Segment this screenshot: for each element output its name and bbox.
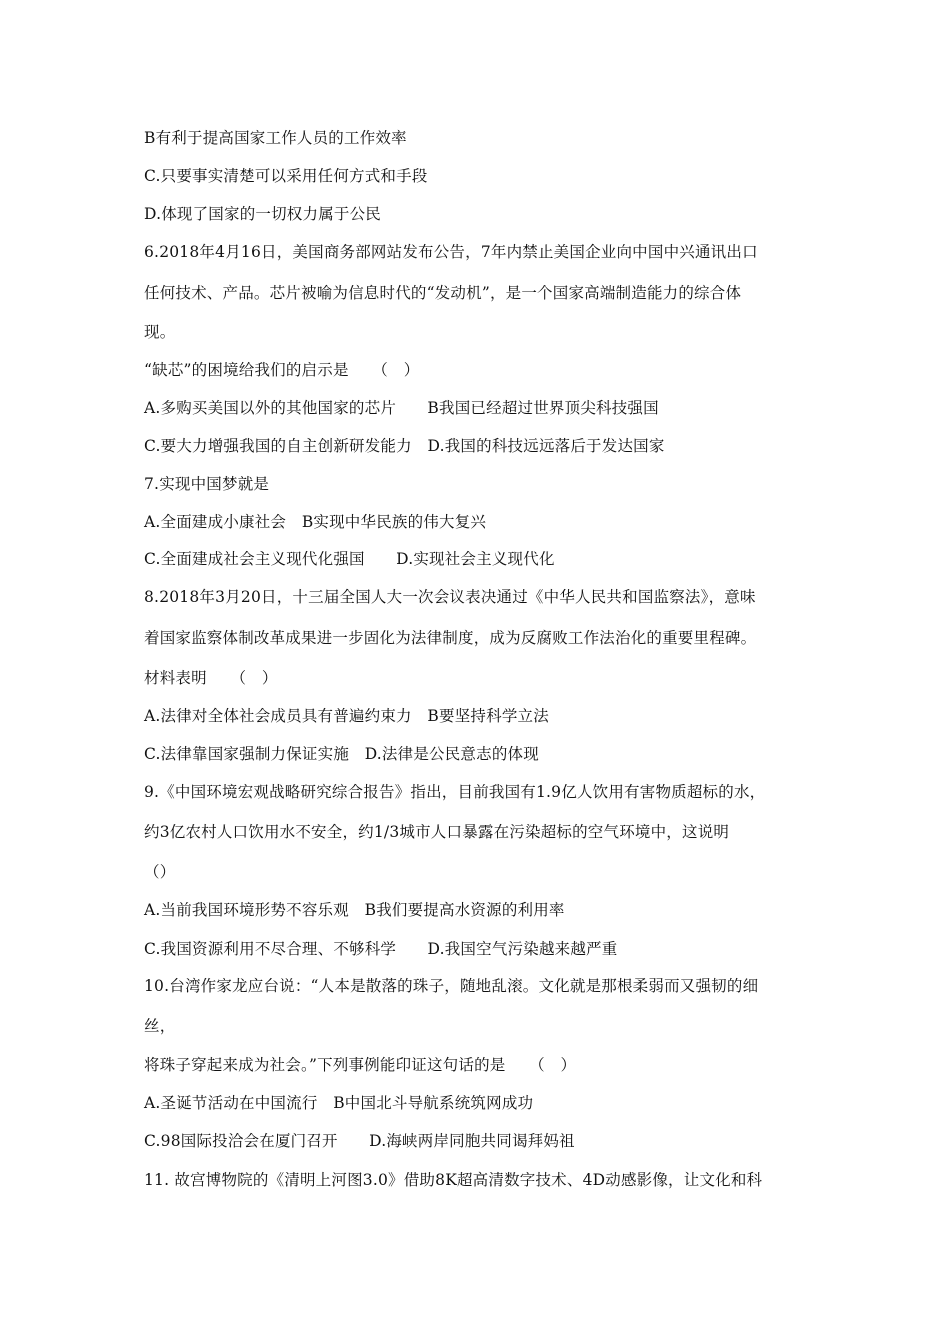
question-8-line-1: 8.2018年3月20日，十三届全国人大一次会议表决通过《中华人民共和国监察法》，意味 bbox=[144, 588, 756, 606]
option-c-line: C.只要事实清楚可以采用任何方式和手段 bbox=[144, 167, 428, 185]
question-9-line-2: 约3亿农村人口饮用水不安全，约1/3城市人口暴露在污染超标的空气环境中，这说明 bbox=[144, 823, 730, 841]
question-6-prompt: “缺芯”的困境给我们的启示是 （ ） bbox=[144, 361, 420, 379]
question-10-options-ab: A.圣诞节活动在中国流行 B中国北斗导航系统筑网成功 bbox=[144, 1094, 534, 1112]
question-10-options-cd: C.98国际投洽会在厦门召开 D.海峡两岸同胞共同谒拜妈祖 bbox=[144, 1132, 575, 1150]
question-11-line-1: 11. 故宫博物院的《清明上河图3.0》借助8K超高清数字技术、4D动感影像，让文化和科 bbox=[144, 1171, 763, 1189]
question-9-options-cd: C.我国资源利用不尽合理、不够科学 D.我国空气污染越来越严重 bbox=[144, 940, 618, 958]
question-8-options-ab: A.法律对全体社会成员具有普遍约束力 B要坚持科学立法 bbox=[144, 707, 549, 725]
question-6-options-ab: A.多购买美国以外的其他国家的芯片 B我国已经超过世界顶尖科技强国 bbox=[144, 399, 659, 417]
question-9-options-ab: A.当前我国环境形势不容乐观 B我们要提高水资源的利用率 bbox=[144, 901, 565, 919]
question-8-line-2: 着国家监察体制改革成果进一步固化为法律制度，成为反腐败工作法治化的重要里程碑。 bbox=[144, 629, 757, 647]
question-10-line-1: 10.台湾作家龙应台说：“人本是散落的珠子，随地乱滚。文化就是那根柔弱而又强韧的细 bbox=[144, 977, 759, 995]
question-9-answer-blank: （） bbox=[144, 863, 176, 881]
option-d-line: D.体现了国家的一切权力属于公民 bbox=[144, 205, 382, 223]
question-6-line-3: 现。 bbox=[144, 323, 176, 341]
question-7-stem: 7.实现中国梦就是 bbox=[144, 475, 270, 493]
question-6-line-1: 6.2018年4月16日，美国商务部网站发布公告，7年内禁止美国企业向中国中兴通讯出口 bbox=[144, 243, 758, 261]
question-8-prompt: 材料表明 （ ） bbox=[144, 669, 278, 687]
question-7-options-ab: A.全面建成小康社会 B实现中华民族的伟大复兴 bbox=[144, 513, 487, 531]
question-6-options-cd: C.要大力增强我国的自主创新研发能力 D.我国的科技远远落后于发达国家 bbox=[144, 437, 665, 455]
question-10-line-2: 丝， bbox=[144, 1017, 176, 1035]
question-6-line-2: 任何技术、产品。芯片被喻为信息时代的“发动机”，是一个国家高端制造能力的综合体 bbox=[144, 284, 742, 302]
question-8-options-cd: C.法律靠国家强制力保证实施 D.法律是公民意志的体现 bbox=[144, 745, 539, 763]
question-7-options-cd: C.全面建成社会主义现代化强国 D.实现社会主义现代化 bbox=[144, 550, 555, 568]
question-10-prompt: 将珠子穿起来成为社会。”下列事例能印证这句话的是 （ ） bbox=[144, 1056, 577, 1074]
option-b-line: B有利于提高国家工作人员的工作效率 bbox=[144, 129, 407, 147]
question-9-line-1: 9.《中国环境宏观战略研究综合报告》指出，目前我国有1.9亿人饮用有害物质超标的水， bbox=[144, 783, 766, 801]
